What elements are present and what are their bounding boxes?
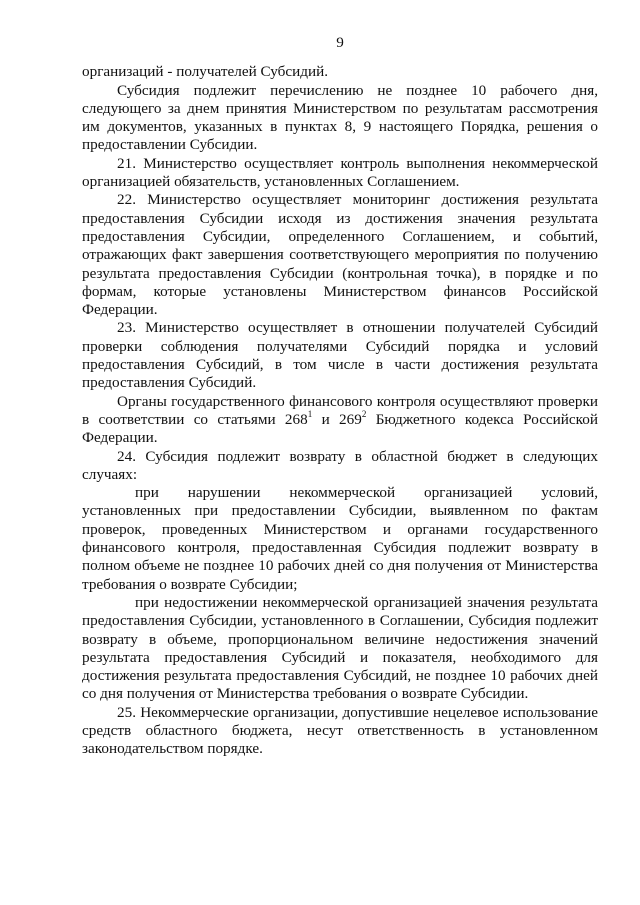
paragraph-25: 25. Некоммерческие организации, допустившие нецелевое использование средств областного бюджета, несут ответственность в установленном законодательством порядке. xyxy=(82,703,598,758)
audit-text-middle: и 269 xyxy=(312,410,362,428)
paragraph-21: 21. Министерство осуществляет контроль выполнения некоммерческой организацией обязательств, установленных Соглашением. xyxy=(82,154,598,191)
paragraph-continuation: организаций - получателей Субсидий. xyxy=(82,63,329,81)
document-page xyxy=(82,34,598,759)
paragraph-subsidy-transfer: Субсидия подлежит перечислению не позднее 10 рабочего дня, следующего за днем принятия Министерством по результатам рассмотрения им документов, указанных в пунктах 8, 9 настоящего Порядка, решения о предоставлении Субсидии. xyxy=(82,81,598,154)
audit-text-after: Бюджетного кодекса Российской Федерации. xyxy=(82,410,599,447)
superscript-2: 2 xyxy=(361,408,367,419)
paragraph-24-case-violation: при нарушении некоммерческой организацией условий, установленных при предоставлении Субсидии, выявленном по фактам проверок, проведенных Министерством и органами государственного финансового контроля, предоставленная Субсидия подлежит возврату в полном объеме не позднее 10 рабочих дней со дня получения от Министерства требования о возврате Субсидии; xyxy=(82,484,598,593)
paragraph-24-case-underachievement: при недостижении некоммерческой организацией значения результата предоставления Субсидии, установленного в Соглашении, Субсидия подлежит возврату в объеме, пропорциональном величине недостижения значений результата предоставления Субсидий и показателя, необходимого для достижения результата предоставления Субсидий, не позднее 10 рабочих дней со дня получения от Министерства требования о возврате Субсидии. xyxy=(82,593,598,703)
paragraph-24: 24. Субсидия подлежит возврату в областной бюджет в следующих случаях: xyxy=(82,447,598,483)
page-number: 9 xyxy=(336,34,344,51)
paragraph-22: 22. Министерство осуществляет мониторинг достижения результата предоставления Субсидии исходя из достижения значения результата предоставления Субсидии, определенного Соглашением, и событий, отражающих факт завершения соответствующего мероприятия по получению результата предоставления Субсидии (контрольная точка), в порядке и по формам, которые установлены Министерством финансов Российской Федерации. xyxy=(82,191,598,319)
paragraph-audit-bodies xyxy=(82,393,598,448)
audit-text-before: Органы государственного финансового контроля осуществляют проверки в соответствии со статьями 268 xyxy=(82,392,598,428)
superscript-1: 1 xyxy=(307,408,313,419)
paragraph-23: 23. Министерство осуществляет в отношении получателей Субсидий проверки соблюдения получателями Субсидий порядка и условий предоставления Субсидий, в том числе в части достижения результата предоставления Субсидий. xyxy=(82,319,598,392)
